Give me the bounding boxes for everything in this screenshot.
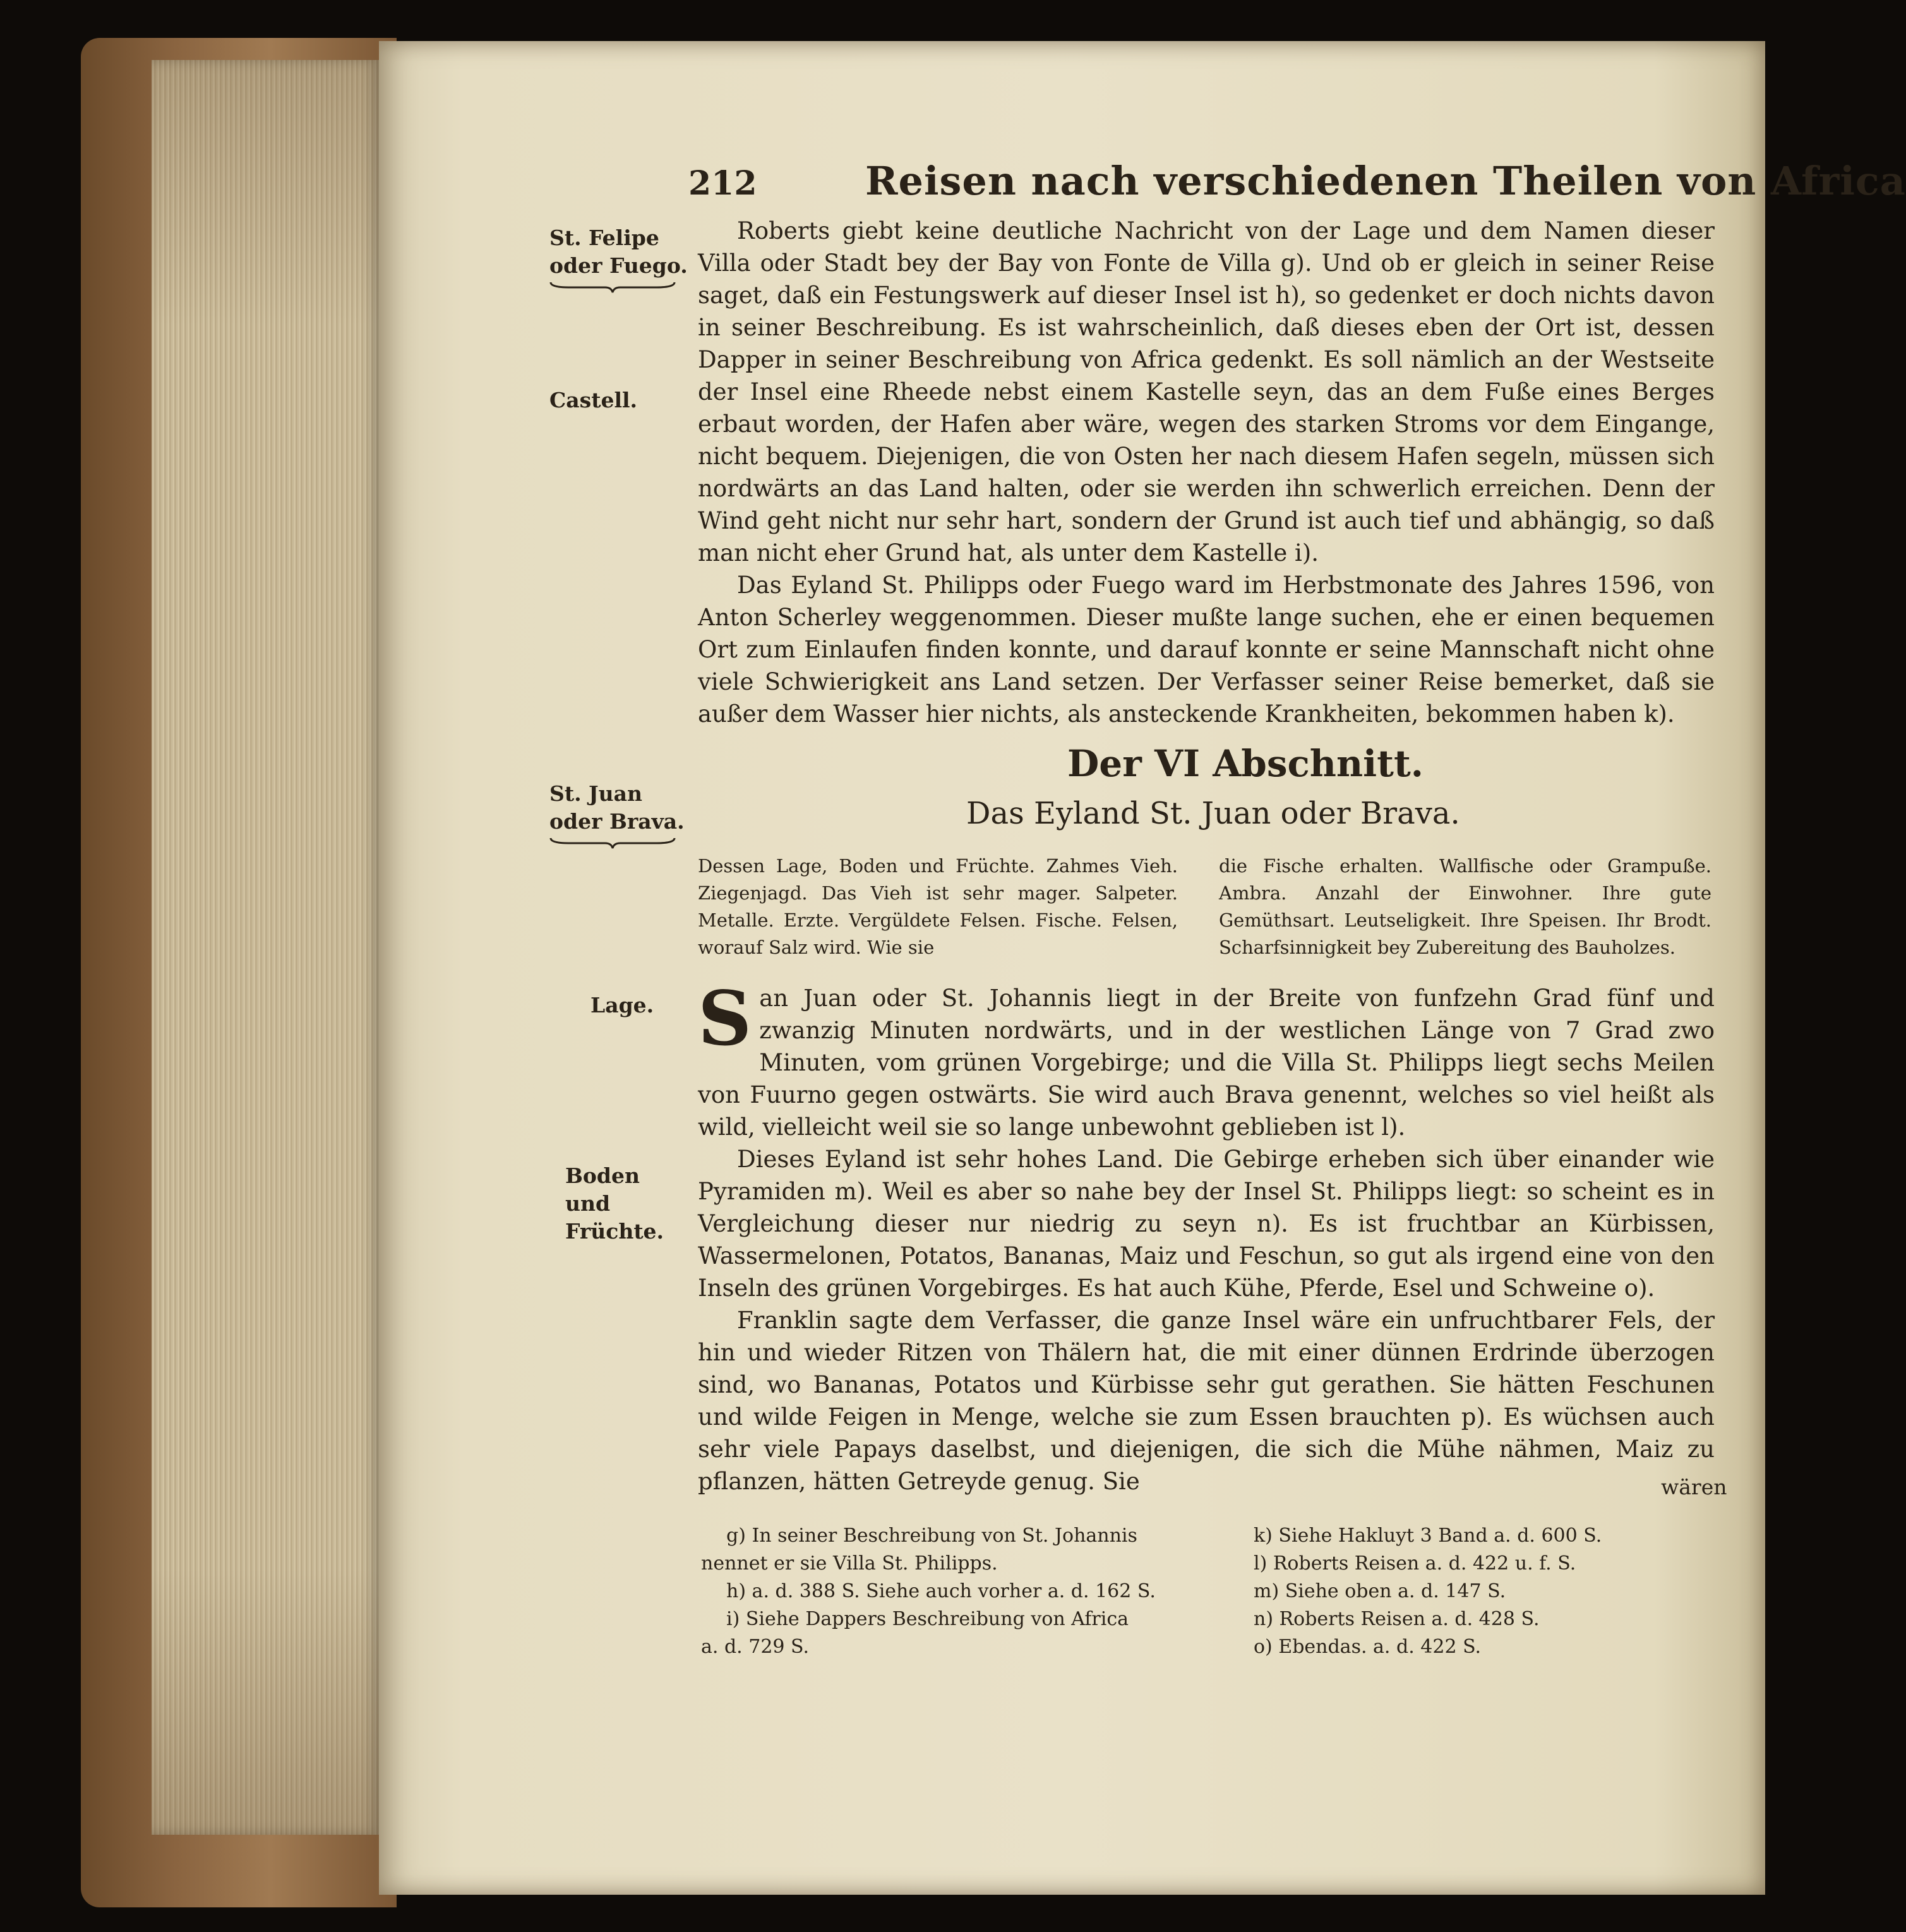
margin-note-boden: Boden und Früchte. bbox=[565, 1163, 664, 1244]
page-header bbox=[688, 158, 1906, 208]
text-block-section bbox=[698, 975, 1715, 1497]
footnote: a. d. 729 S. bbox=[701, 1636, 810, 1658]
footnote: o) Ebendas. a. d. 422 S. bbox=[1254, 1636, 1482, 1658]
margin-note-text: St. Felipe oder Fuego. bbox=[549, 225, 688, 278]
paragraph: Dieses Eyland ist sehr hohes Land. Die Gebirge erheben sich über einander wie Pyramiden m). Weil es aber so nahe bey der Insel St. Philipps liegt: so scheint es in Vergleichung dieser nur niedrig zu seyn n). Es ist fruchtbar an Kürbissen, Wassermelonen, Potatos, Bananas, Maiz und Feschun, so gut als irgend eine von den Inseln des grünen Vorgebirges. Es hat auch Kühe, Pferde, Esel und Schweine o). bbox=[698, 1146, 1715, 1302]
drop-cap: S bbox=[698, 975, 752, 1062]
summary-right: die Fische erhalten. Wallfische oder Grampuße. Ambra. Anzahl der Einwohner. Ihre gute Gemüthsart. Leutseligkeit. Ihre Speisen. Ihr Brodt. Scharfsinnigkeit bey Zubereitung des Bauholzes. bbox=[1219, 855, 1711, 958]
footnote: i) Siehe Dappers Beschreibung von Africa bbox=[726, 1608, 1129, 1630]
margin-note-lage: Lage. bbox=[590, 993, 654, 1017]
paragraph: Das Eyland St. Philipps oder Fuego ward im Herbstmonate des Jahres 1596, von Anton Scherley weggenommen. Dieser mußte lange suchen, ehe er einen bequemen Ort zum Einlaufen finden konnte, und darauf konnte er seine Mannschaft nicht ohne viele Schwierigkeit ans Land setzen. Der Verfasser seiner Reise bemerket, daß sie außer dem Wasser hier nichts, als ansteckende Krankheiten, bekommen haben k). bbox=[698, 572, 1715, 728]
footnote: m) Siehe oben a. d. 147 S. bbox=[1254, 1580, 1506, 1602]
paragraph: Franklin sagte dem Verfasser, die ganze Insel wäre ein unfruchtbarer Fels, der hin und wieder Ritzen von Thälern hat, die mit einer dünnen Erdrinde überzogen sind, wo Bananas, Potatos und Kürbisse sehr gut gerathen. Sie hätten Feschunen und wilde Feigen in Menge, welche sie zum Essen brauchten p). Es wüchsen auch sehr viele Papays daselbst, und diejenigen, die sich die Mühe nähmen, Maiz zu pflanzen, hätten Getreyde genug. Sie bbox=[698, 1307, 1715, 1495]
margin-note-felipe bbox=[549, 224, 695, 294]
running-title: Reisen nach verschiedenen Theilen von Africa bbox=[865, 158, 1906, 204]
footnote: g) In seiner Beschreibung von St. Johannis bbox=[726, 1525, 1137, 1547]
margin-note-castell: Castell. bbox=[549, 388, 638, 412]
footnote: h) a. d. 388 S. Siehe auch vorher a. d. 162 S. bbox=[726, 1580, 1156, 1602]
paragraph-text: an Juan oder St. Johannis liegt in der Breite von funfzehn Grad fünf und zwanzig Minuten nordwärts, und in der westlichen Länge von 7 Grad zwo Minuten, vom grünen Vorgebirge; und die Villa St. Philipps liegt sechs Meilen von Fuurno gegen ostwärts. Sie wird auch Brava genennt, welches so viel heißt als wild, vielleicht weil sie so lange unbewohnt geblieben ist l). bbox=[698, 985, 1715, 1141]
paragraph bbox=[698, 975, 1715, 1143]
page-number: 212 bbox=[688, 164, 757, 203]
margin-note-juan bbox=[549, 780, 695, 849]
section-title: Der VI Abschnitt. bbox=[1067, 742, 1424, 785]
catchword: wären bbox=[1661, 1475, 1727, 1499]
margin-note-text: St. Juan oder Brava. bbox=[549, 781, 685, 834]
brace-icon bbox=[549, 280, 676, 294]
section-subtitle: Das Eyland St. Juan oder Brava. bbox=[966, 796, 1460, 831]
footnotes-right bbox=[1254, 1522, 1602, 1661]
text-block-top bbox=[698, 215, 1715, 730]
paragraph: Roberts giebt keine deutliche Nachricht von der Lage und dem Namen dieser Villa oder Stadt bey der Bay von Fonte de Villa g). Und ob er gleich in seiner Reise saget, daß ein Festungswerk auf dieser Insel ist h), so gedenket er doch nichts davon in seiner Beschreibung. Es ist wahrscheinlich, daß dieses eben der Ort ist, dessen Dapper in seiner Beschreibung von Africa gedenkt. Es soll nämlich an der Westseite der Insel eine Rheede nebst einem Kastelle seyn, das an dem Fuße eines Berges erbaut worden, der Hafen aber wäre, wegen des starken Stroms vor dem Eingange, nicht bequem. Diejenigen, die von Osten her nach diesem Hafen segeln, müssen sich nordwärts an das Land halten, oder sie werden ihn schwerlich erreichen. Denn der Wind geht nicht nur sehr hart, sondern der Grund ist auch tief und abhängig, so daß man nicht eher Grund hat, als unter dem Kastelle i). bbox=[698, 217, 1715, 567]
summary-left: Dessen Lage, Boden und Früchte. Zahmes Vieh. Ziegenjagd. Das Vieh ist sehr mager. Salpeter. Metalle. Erzte. Vergüldete Felsen. Fische. Felsen, worauf Salz wird. Wie sie bbox=[698, 855, 1178, 958]
footnote: n) Roberts Reisen a. d. 428 S. bbox=[1254, 1608, 1540, 1630]
footnote: k) Siehe Hakluyt 3 Band a. d. 600 S. bbox=[1254, 1525, 1602, 1547]
brace-icon bbox=[549, 836, 676, 849]
footnote: l) Roberts Reisen a. d. 422 u. f. S. bbox=[1254, 1552, 1576, 1575]
footnotes-left bbox=[701, 1522, 1156, 1661]
footnote: nennet er sie Villa St. Philipps. bbox=[701, 1552, 998, 1575]
